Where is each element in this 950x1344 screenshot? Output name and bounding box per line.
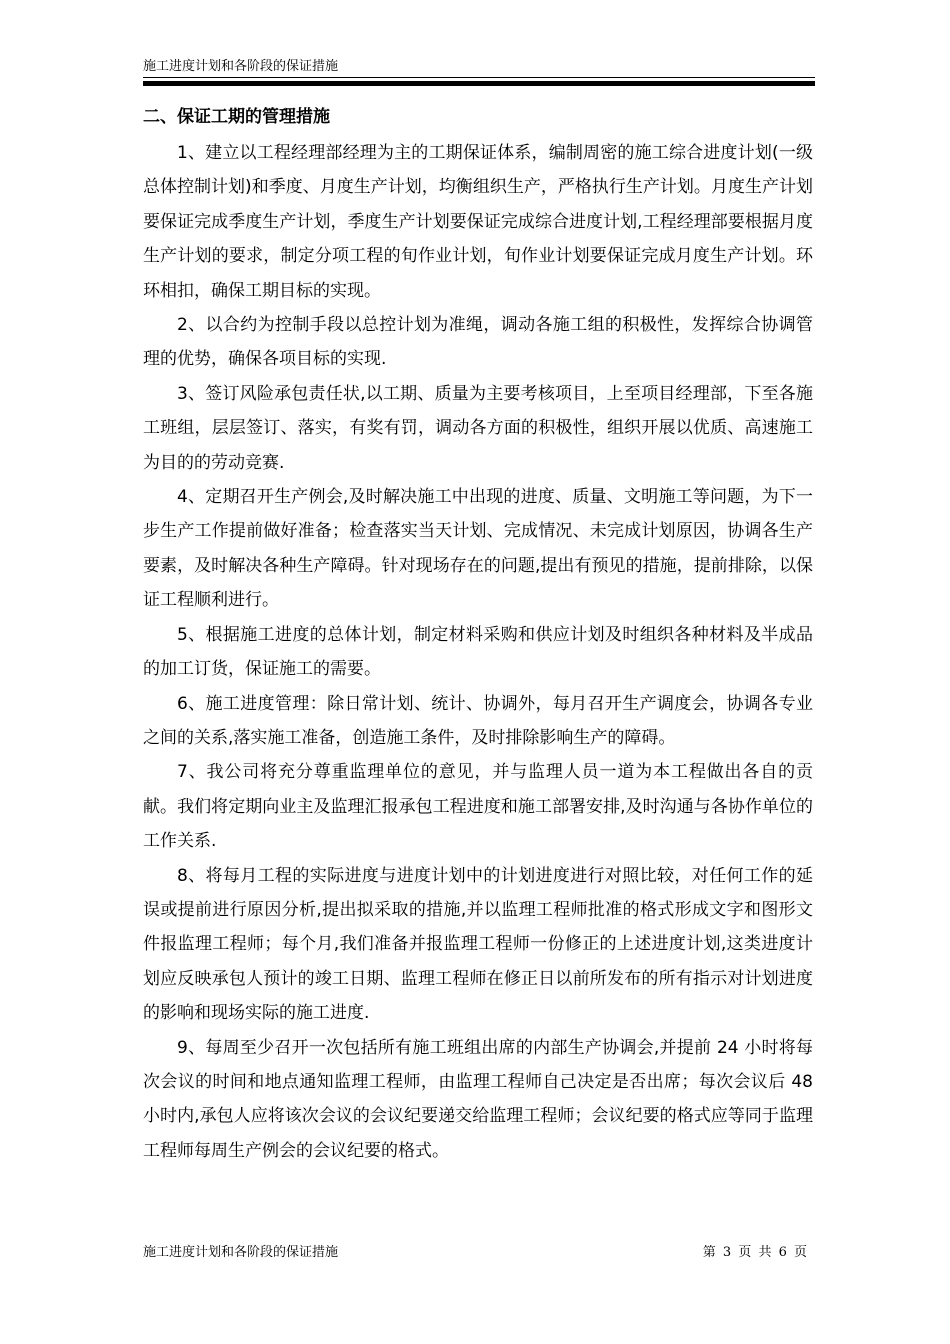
paragraph-8: 8、将每月工程的实际进度与进度计划中的计划进度进行对照比较，对任何工作的延误或提前进行原因分析,提出拟采取的措施,并以监理工程师批准的格式形成文字和图形文件报监理工程师；每个月,我们准备并报监理工程师一份修正的上述进度计划,这类进度计划应反映承包人预计的竣工日期、监理工程师在修正日以前所发布的所有指示对计划进度的影响和现场实际的施工进度. (143, 865, 813, 1024)
page-header-title: 施工进度计划和各阶段的保证措施 (143, 59, 339, 74)
paragraph-3: 3、签订风险承包责任状,以工期、质量为主要考核项目，上至项目经理部，下至各施工班组，层层签订、落实，有奖有罚，调动各方面的积极性，组织开展以优质、高速施工为目的的劳动竞赛. (143, 383, 813, 473)
header-rule-thick (143, 81, 815, 86)
paragraph-6: 6、施工进度管理：除日常计划、统计、协调外，每月召开生产调度会，协调各专业之间的关系,落实施工准备，创造施工条件，及时排除影响生产的障碍。 (143, 693, 813, 748)
paragraph-4: 4、定期召开生产例会,及时解决施工中出现的进度、质量、文明施工等问题，为下一步生产工作提前做好准备；检查落实当天计划、完成情况、未完成计划原因，协调各生产要素，及时解决各种生产障碍。针对现场存在的问题,提出有预见的措施，提前排除，以保证工程顺利进行。 (143, 487, 813, 611)
header-rule-thin (143, 77, 815, 78)
page-number: 第 3 页 共 6 页 (702, 1245, 807, 1260)
paragraph-7: 7、我公司将充分尊重监理单位的意见，并与监理人员一道为本工程做出各自的贡献。我们将定期向业主及监理汇报承包工程进度和施工部署安排,及时沟通与各协作单位的工作关系. (143, 762, 813, 852)
document-body (143, 104, 813, 1168)
paragraph-1: 1、建立以工程经理部经理为主的工期保证体系，编制周密的施工综合进度计划(一级总体控制计划)和季度、月度生产计划，均衡组织生产，严格执行生产计划。月度生产计划要保证完成季度生产计划，季度生产计划要保证完成综合进度计划,工程经理部要根据月度生产计划的要求，制定分项工程的旬作业计划，旬作业计划要保证完成月度生产计划。环环相扣，确保工期目标的实现。 (143, 143, 813, 301)
paragraph-9: 9、每周至少召开一次包括所有施工班组出席的内部生产协调会,并提前 24 小时将每次会议的时间和地点通知监理工程师，由监理工程师自己决定是否出席；每次会议后 48 小时内,承包人应将该次会议的会议纪要递交给监理工程师；会议纪要的格式应等同于监理工程师每周生产例会的会议纪要的格式。 (143, 1037, 813, 1161)
page-footer-title: 施工进度计划和各阶段的保证措施 (143, 1245, 339, 1260)
paragraph-2: 2、以合约为控制手段以总控计划为准绳，调动各施工组的积极性，发挥综合协调管理的优势，确保各项目标的实现. (143, 315, 813, 370)
section-heading: 二、保证工期的管理措施 (143, 107, 330, 127)
paragraph-5: 5、根据施工进度的总体计划，制定材料采购和供应计划及时组织各种材料及半成品的加工订货，保证施工的需要。 (143, 624, 813, 680)
